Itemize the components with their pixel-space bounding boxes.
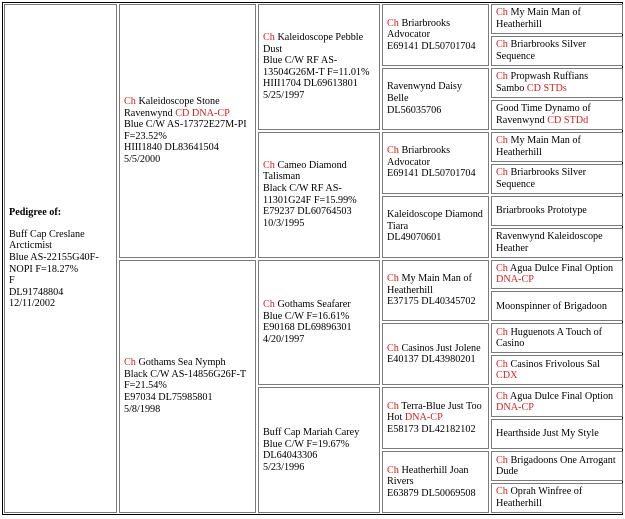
champion-title: Ch [496, 7, 508, 19]
great-grandparent-cell [382, 260, 489, 322]
champion-title: Ch [496, 326, 508, 338]
dam-name: Gothams Sea Nymph [138, 357, 226, 369]
grandparent-cell [258, 4, 380, 130]
ancestor-suffix: DNA-CP [496, 274, 534, 286]
champion-title: Ch [387, 145, 399, 157]
ancestor-name: Casinos Frivolous Sal [510, 358, 600, 370]
champion-title: Ch [496, 262, 508, 274]
ancestor-cell [491, 100, 623, 130]
ancestor-name: Moonspinner of Brigadoon [496, 300, 607, 312]
dam-detail: E97034 DL75985801 [124, 392, 213, 404]
champion-title: Ch [124, 357, 136, 369]
great-grandparent-cell [382, 323, 489, 385]
ancestor-name: My Main Man of Heatherhill [496, 135, 581, 158]
subject-line: NOPI F=18.27% [9, 263, 79, 275]
great-grandparent-name: Terra-Blue Just Too Hot [387, 400, 482, 424]
grandparent-name: Gothams Seafarer [277, 299, 351, 311]
subject-line: Arcticmist [9, 240, 53, 252]
ancestor-cell [491, 196, 623, 226]
ancestor-cell [491, 228, 623, 258]
ancestor-cell [491, 132, 623, 162]
sire-detail: Blue C/W AS-17372E27M-PI [124, 119, 247, 131]
grandparent-detail: Blue C/W RF AS- [263, 55, 338, 67]
grandparent-name: Kaleidoscope Pebble Dust [263, 32, 364, 55]
champion-title: Ch [387, 342, 399, 354]
great-grandparent-name: My Main Man of Heatherhill [387, 273, 472, 296]
dam-detail: F=21.54% [124, 380, 167, 392]
champion-title: Ch [387, 17, 399, 29]
subject-line: DL91748804 [9, 286, 64, 298]
grandparent-detail: HIII1704 DL69613801 [263, 78, 358, 90]
sire-suffix: CD DNA-CP [175, 107, 230, 119]
great-grandparent-name: Heatherhill Joan Rivers [387, 464, 469, 488]
sire-detail: 5/5/2000 [124, 153, 161, 165]
great-grandparent-detail: E37175 DL40345702 [387, 296, 476, 308]
champion-title: Ch [496, 390, 508, 402]
champion-title: Ch [387, 464, 399, 476]
great-grandparent-cell [382, 196, 489, 258]
champion-title: Ch [496, 486, 508, 498]
champion-title: Ch [263, 299, 275, 311]
grandparent-detail: E79237 DL60764503 [263, 206, 352, 218]
grandparent-detail: 10/3/1995 [263, 217, 305, 229]
champion-title: Ch [496, 71, 508, 83]
champion-title: Ch [263, 159, 275, 171]
great-grandparent-name: Briarbrooks Advocator [387, 145, 451, 168]
champion-title: Ch [496, 454, 508, 466]
great-grandparent-detail: DL56035706 [387, 104, 442, 116]
ancestor-name: Briarbrooks Silver Sequence [496, 167, 586, 190]
great-grandparent-cell [382, 451, 489, 513]
subject-line: Blue AS-22155G40F- [9, 251, 99, 263]
ancestor-cell [491, 68, 623, 98]
ancestor-suffix: CD STDs [526, 82, 567, 94]
pedigree-table [2, 2, 623, 515]
grandparent-detail: Blue C/W F=16.61% [263, 310, 350, 322]
ancestor-cell [491, 483, 623, 513]
great-grandparent-detail: E58173 DL42182102 [387, 423, 476, 435]
great-grandparent-detail: DL49070601 [387, 232, 442, 244]
sire-cell [119, 4, 256, 258]
great-grandparent-name: Casinos Just Jolene [401, 342, 481, 354]
ancestor-suffix: CDX [496, 370, 518, 382]
champion-title: Ch [496, 39, 508, 51]
grandparent-detail: Blue C/W F=19.67% [263, 438, 350, 450]
champion-title: Ch [387, 400, 399, 412]
ancestor-name: Ravenwynd Kaleidoscope Heather [496, 230, 603, 254]
great-grandparent-detail: E69141 DL50701704 [387, 40, 476, 52]
ancestor-cell [491, 291, 623, 321]
great-grandparent-name: Ravenwynd Daisy Belle [387, 81, 462, 105]
ancestor-name: Briarbrooks Silver Sequence [496, 39, 586, 62]
great-grandparent-detail: E63879 DL50069508 [387, 487, 476, 499]
grandparent-name: Cameo Diamond Talisman [263, 159, 347, 183]
grandparent-name: Buff Cap Mariah Carey [263, 426, 360, 438]
ancestor-cell [491, 4, 623, 34]
grandparent-detail: 13504G26M-T F=11.01% [263, 66, 370, 78]
great-grandparent-cell [382, 387, 489, 449]
ancestor-suffix: DNA-CP [496, 402, 534, 414]
grandparent-cell [258, 132, 380, 258]
ancestor-cell [491, 164, 623, 194]
great-grandparent-cell [382, 132, 489, 194]
champion-title: Ch [387, 273, 399, 285]
ancestor-name: Propwash Ruffians Sambo [496, 71, 589, 94]
ancestor-name: Oprah Winfree of Heatherhill [496, 486, 583, 510]
champion-title: Ch [496, 358, 508, 370]
grandparent-cell [258, 387, 380, 513]
great-grandparent-name: Kaleidoscope Diamond Tiara [387, 209, 483, 232]
ancestor-name: Agua Dulce Final Option [509, 262, 614, 274]
ancestor-cell [491, 36, 623, 66]
sire-detail: HIII1840 DL83641504 [124, 142, 219, 154]
ancestor-cell [491, 355, 623, 385]
dam-detail: Black C/W AS-14856G26F-T [124, 368, 247, 380]
grandparent-detail: 5/23/1996 [263, 461, 305, 473]
grandparent-detail: DL64043306 [263, 450, 318, 462]
ancestor-cell [491, 323, 623, 353]
ancestor-cell [491, 387, 623, 417]
great-grandparent-detail: E40137 DL43980201 [387, 354, 476, 366]
great-grandparent-name: Briarbrooks Advocator [387, 17, 451, 41]
champion-title: Ch [496, 167, 508, 179]
grandparent-cell [258, 260, 380, 386]
sire-name: Kaleidoscope Stone Ravenwynd [124, 95, 220, 119]
subject-line: Buff Cap Creslane [9, 228, 85, 240]
sire-name-line [124, 96, 251, 119]
pedigree-subject [4, 4, 117, 513]
ancestor-suffix: CD STDd [547, 114, 589, 126]
ancestor-name: My Main Man of Heatherhill [496, 7, 581, 30]
ancestor-cell [491, 419, 623, 449]
champion-title: Ch [124, 95, 136, 107]
sire-detail: F=23.52% [124, 130, 167, 142]
ancestor-name: Huguenots A Touch of Casino [496, 326, 603, 350]
champion-title: Ch [496, 135, 508, 147]
subject-line: 12/11/2002 [9, 298, 56, 310]
grandparent-detail: 11301G24F F=15.99% [263, 194, 357, 206]
ancestor-name: Briarbrooks Prototype [496, 204, 587, 216]
great-grandparent-cell [382, 68, 489, 130]
ancestor-name: Agua Dulce Final Option [509, 390, 614, 402]
pedigree-heading: Pedigree of: [9, 207, 62, 219]
great-grandparent-detail: E69141 DL50701704 [387, 168, 476, 180]
dam-cell [119, 260, 256, 514]
ancestor-cell [491, 260, 623, 290]
ancestor-name: Hearthside Just My Style [496, 428, 599, 440]
grandparent-detail: Black C/W RF AS- [263, 183, 342, 195]
subject-line: F [9, 275, 15, 287]
ancestor-cell [491, 451, 623, 481]
grandparent-detail: 4/20/1997 [263, 333, 305, 345]
great-grandparent-cell [382, 4, 489, 66]
great-grandparent-suffix: DNA-CP [404, 412, 443, 424]
ancestor-name: Brigadoons One Arrogant Dude [496, 454, 616, 478]
ancestor-name: Good Time Dynamo of Ravenwynd [496, 103, 591, 126]
grandparent-detail: 5/25/1997 [263, 90, 305, 102]
dam-detail: 5/8/1998 [124, 403, 161, 415]
champion-title: Ch [263, 32, 275, 44]
dam-name-line [124, 357, 251, 369]
grandparent-detail: E90168 DL69896301 [263, 322, 352, 334]
